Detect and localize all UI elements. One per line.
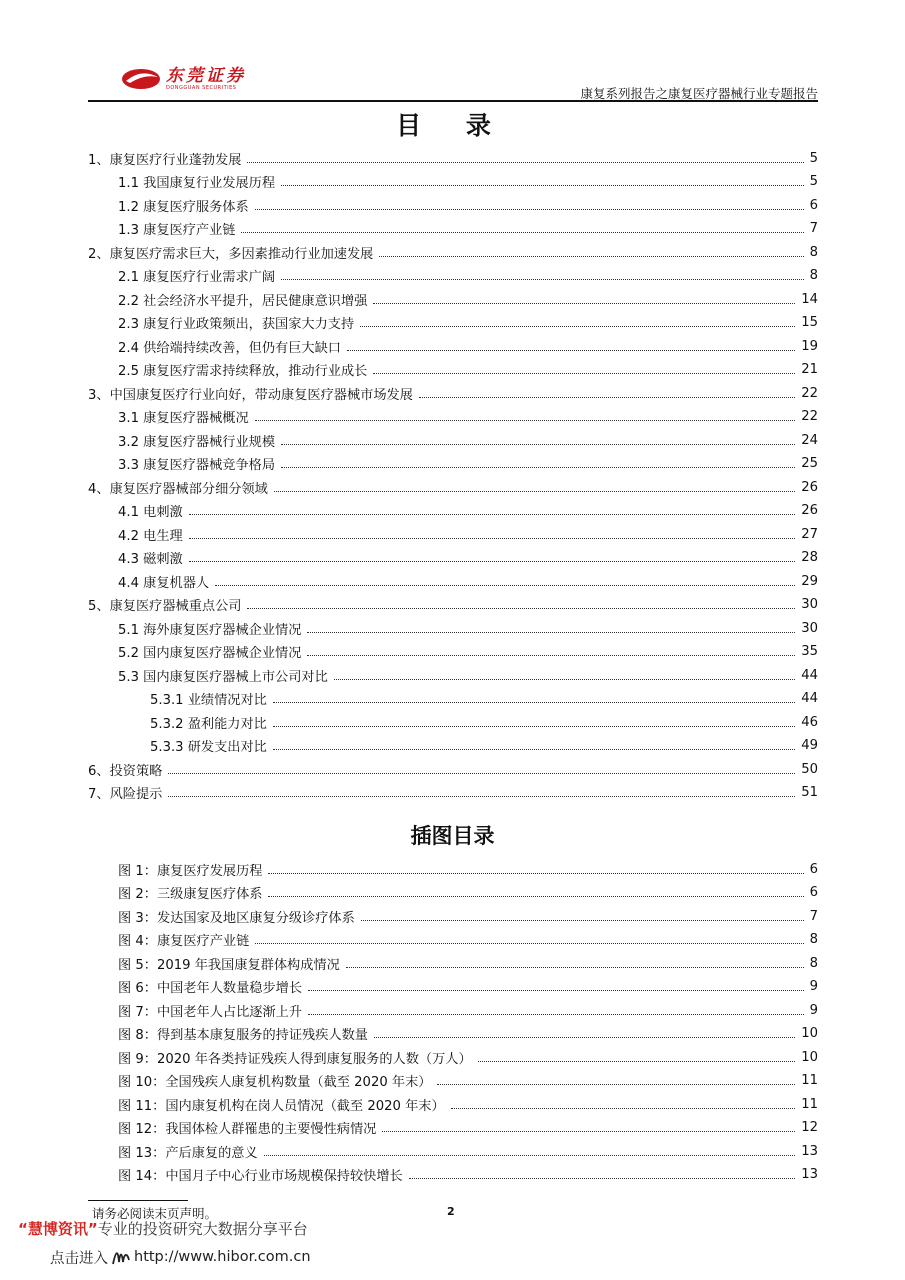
dot-leader bbox=[308, 1014, 804, 1015]
logo-chinese-name: 东莞证券 bbox=[166, 65, 246, 86]
figure-entry-page: 13 bbox=[801, 1143, 818, 1159]
toc-entry-label: 3.1 康复医疗器械概况 bbox=[118, 411, 249, 426]
watermark-prefix: 点击进入 bbox=[50, 1250, 108, 1267]
disclaimer-note: 请务必阅读末页声明。 bbox=[92, 1206, 218, 1221]
toc-entry[interactable] bbox=[88, 475, 818, 499]
dot-leader bbox=[346, 967, 804, 968]
toc-entry-page: 30 bbox=[801, 620, 818, 636]
toc-entry-page: 28 bbox=[801, 550, 818, 565]
figure-entry[interactable] bbox=[118, 1116, 818, 1140]
toc-entry-label: 5.3.1 业绩情况对比 bbox=[150, 693, 267, 708]
figure-entry-label: 图 14：中国月子中心行业市场规模保持较快增长 bbox=[118, 1169, 403, 1184]
dot-leader bbox=[478, 1061, 796, 1062]
watermark-link-line bbox=[50, 1246, 311, 1268]
dot-leader bbox=[241, 232, 803, 233]
figure-entry-page: 11 bbox=[801, 1096, 818, 1112]
figure-entry-page: 9 bbox=[809, 1002, 818, 1018]
toc-entry[interactable] bbox=[118, 663, 818, 687]
toc-entry-label: 6、投资策略 bbox=[88, 763, 163, 779]
toc-entry-page: 30 bbox=[801, 597, 818, 612]
dot-leader bbox=[168, 773, 795, 774]
toc-entry-page: 5 bbox=[809, 174, 818, 189]
header-divider bbox=[88, 100, 818, 102]
toc-entry-page: 22 bbox=[801, 409, 818, 424]
toc-entry-page: 51 bbox=[801, 785, 818, 800]
toc-entry[interactable] bbox=[118, 569, 818, 593]
figure-entry-label: 图 5：2019 年我国康复群体构成情况 bbox=[118, 957, 340, 973]
figure-entry-page: 13 bbox=[801, 1167, 818, 1182]
figure-entry-label: 图 1：康复医疗发展历程 bbox=[118, 863, 263, 879]
figure-entry[interactable] bbox=[118, 951, 818, 975]
dot-leader bbox=[307, 655, 795, 656]
figure-entry-page: 11 bbox=[801, 1073, 818, 1088]
toc-entry-page: 35 bbox=[801, 644, 818, 659]
dot-leader bbox=[281, 444, 795, 445]
toc-entry-label: 2.5 康复医疗需求持续释放，推动行业成长 bbox=[118, 364, 368, 379]
toc-entry[interactable] bbox=[88, 781, 818, 805]
figure-entry[interactable] bbox=[118, 928, 818, 952]
toc-entry[interactable] bbox=[150, 687, 818, 711]
figure-entry-page: 8 bbox=[809, 955, 818, 971]
toc-entry[interactable] bbox=[88, 593, 818, 617]
figure-entry[interactable] bbox=[118, 1163, 818, 1187]
toc-entry-label: 1.3 康复医疗产业链 bbox=[118, 223, 236, 238]
dot-leader bbox=[347, 350, 795, 351]
figure-entry-label: 图 13：产后康复的意义 bbox=[118, 1145, 258, 1161]
toc-entry-label: 1.2 康复医疗服务体系 bbox=[118, 199, 249, 215]
toc-entry[interactable] bbox=[118, 287, 818, 311]
figure-entry-label: 图 6：中国老年人数量稳步增长 bbox=[118, 981, 303, 996]
toc-entry-page: 24 bbox=[801, 432, 818, 448]
page-header bbox=[88, 62, 818, 102]
toc-entry[interactable] bbox=[118, 499, 818, 523]
figure-entry-label: 图 9：2020 年各类持证残疾人得到康复服务的人数（万人） bbox=[118, 1051, 472, 1067]
toc-entry[interactable] bbox=[118, 616, 818, 640]
watermark-brand: “慧博资讯” bbox=[18, 1220, 98, 1238]
dot-leader bbox=[373, 373, 795, 374]
figure-entry-label: 图 3：发达国家及地区康复分级诊疗体系 bbox=[118, 910, 355, 926]
toc-entry-page: 26 bbox=[801, 479, 818, 495]
toc-entry[interactable] bbox=[118, 217, 818, 241]
figure-entry-label: 图 8：得到基本康复服务的持证残疾人数量 bbox=[118, 1028, 368, 1043]
dot-leader bbox=[374, 1037, 795, 1038]
toc-entry-page: 50 bbox=[801, 761, 818, 777]
toc-entry-label: 3.3 康复医疗器械竞争格局 bbox=[118, 458, 276, 473]
dot-leader bbox=[264, 1155, 796, 1156]
toc-entry-label: 1、康复医疗行业蓬勃发展 bbox=[88, 152, 242, 168]
footer-divider bbox=[88, 1200, 188, 1201]
toc-entry-page: 5 bbox=[809, 150, 818, 166]
toc-heading: 目 录 bbox=[396, 111, 509, 140]
figure-entry-label: 图 10：全国残疾人康复机构数量（截至 2020 年末） bbox=[118, 1075, 432, 1090]
dot-leader bbox=[273, 749, 795, 750]
toc-entry[interactable] bbox=[118, 428, 818, 452]
figure-entry[interactable] bbox=[118, 1139, 818, 1163]
toc-entry[interactable] bbox=[118, 358, 818, 382]
toc-entry-label: 2.3 康复行业政策频出，获国家大力支持 bbox=[118, 317, 355, 332]
toc-entry-page: 6 bbox=[809, 197, 818, 213]
toc-entry[interactable] bbox=[88, 757, 818, 781]
figure-entry-page: 9 bbox=[809, 979, 818, 994]
dot-leader bbox=[247, 608, 795, 609]
dot-leader bbox=[168, 796, 795, 797]
toc-entry-label: 4.1 电刺激 bbox=[118, 505, 183, 520]
figure-entry-page: 12 bbox=[801, 1120, 818, 1135]
report-title: 康复系列报告之康复医疗器械行业专题报告 bbox=[580, 86, 818, 101]
toc-entry-label: 2.4 供给端持续改善，但仍有巨大缺口 bbox=[118, 340, 341, 356]
figure-entry[interactable] bbox=[118, 857, 818, 881]
toc-entry-page: 44 bbox=[801, 667, 818, 683]
toc-entry-label: 3.2 康复医疗器械行业规模 bbox=[118, 434, 276, 450]
dot-leader bbox=[215, 585, 795, 586]
figure-entry-page: 10 bbox=[801, 1026, 818, 1041]
toc-entry[interactable] bbox=[118, 264, 818, 288]
toc-entry-page: 44 bbox=[801, 691, 818, 706]
dot-leader bbox=[255, 420, 796, 421]
dot-leader bbox=[373, 303, 795, 304]
toc-entry-page: 22 bbox=[801, 385, 818, 401]
toc-entry-label: 2、康复医疗需求巨大，多因素推动行业加速发展 bbox=[88, 246, 374, 262]
dot-leader bbox=[419, 397, 795, 398]
figure-entry[interactable] bbox=[118, 904, 818, 928]
dot-leader bbox=[361, 920, 804, 921]
toc-entry-label: 5.3 国内康复医疗器械上市公司对比 bbox=[118, 669, 328, 685]
toc-entry-label: 3、中国康复医疗行业向好，带动康复医疗器械市场发展 bbox=[88, 387, 413, 403]
figure-entry-page: 8 bbox=[809, 932, 818, 947]
toc-entry-label: 7、风险提示 bbox=[88, 787, 163, 802]
figure-list-heading: 插图目录 bbox=[410, 824, 495, 848]
dot-leader bbox=[379, 256, 803, 257]
toc-entry-label: 5.2 国内康复医疗器械企业情况 bbox=[118, 646, 302, 661]
toc-entry-page: 8 bbox=[809, 244, 818, 260]
page-number: 2 bbox=[447, 1205, 455, 1218]
dot-leader bbox=[382, 1131, 795, 1132]
figure-entry[interactable] bbox=[118, 1069, 818, 1093]
toc-entry[interactable] bbox=[150, 734, 818, 758]
signature-icon bbox=[110, 1246, 132, 1268]
toc-entry-label: 5.1 海外康复医疗器械企业情况 bbox=[118, 622, 302, 638]
toc-entry-page: 8 bbox=[809, 268, 818, 283]
dot-leader bbox=[273, 726, 795, 727]
dongguan-securities-logo-icon bbox=[120, 66, 162, 92]
toc-entry-page: 26 bbox=[801, 503, 818, 518]
toc-entry[interactable] bbox=[88, 381, 818, 405]
dot-leader bbox=[437, 1084, 795, 1085]
figure-entry-page: 7 bbox=[809, 908, 818, 924]
dot-leader bbox=[268, 873, 803, 874]
dot-leader bbox=[255, 209, 804, 210]
toc-entry-page: 49 bbox=[801, 738, 818, 753]
dot-leader bbox=[281, 467, 795, 468]
figure-entry[interactable] bbox=[118, 1022, 818, 1046]
toc-entry-page: 7 bbox=[809, 221, 818, 236]
dot-leader bbox=[189, 561, 795, 562]
dot-leader bbox=[255, 943, 803, 944]
logo-english-name: DONGGUAN SECURITIES bbox=[166, 84, 237, 91]
dot-leader bbox=[281, 185, 804, 186]
toc-entry-page: 46 bbox=[801, 714, 818, 730]
toc-entry[interactable] bbox=[118, 522, 818, 546]
toc-entry[interactable] bbox=[118, 546, 818, 570]
toc-entry-page: 14 bbox=[801, 291, 818, 307]
toc-entry[interactable] bbox=[118, 334, 818, 358]
figure-entry-label: 图 7：中国老年人占比逐渐上升 bbox=[118, 1004, 303, 1020]
toc-entry-page: 27 bbox=[801, 526, 818, 542]
dot-leader bbox=[273, 702, 795, 703]
watermark-slogan: 专业的投资研究大数据分享平台 bbox=[97, 1220, 308, 1238]
figure-entry[interactable] bbox=[118, 1045, 818, 1069]
figure-entry[interactable] bbox=[118, 1092, 818, 1116]
dot-leader bbox=[268, 896, 803, 897]
dot-leader bbox=[308, 990, 804, 991]
toc-entry-label: 5、康复医疗器械重点公司 bbox=[88, 599, 242, 614]
dot-leader bbox=[247, 162, 803, 163]
figure-entry-label: 图 11：国内康复机构在岗人员情况（截至 2020 年末） bbox=[118, 1098, 445, 1114]
toc-entry-label: 2.2 社会经济水平提升，居民健康意识增强 bbox=[118, 293, 368, 309]
figure-entry[interactable] bbox=[118, 881, 818, 905]
toc-entry[interactable] bbox=[88, 240, 818, 264]
toc-entry-page: 29 bbox=[801, 573, 818, 589]
company-logo bbox=[120, 64, 246, 94]
toc-entry-label: 4.2 电生理 bbox=[118, 528, 183, 544]
toc-entry-page: 15 bbox=[801, 315, 818, 330]
figure-entry-label: 图 2：三级康复医疗体系 bbox=[118, 887, 263, 902]
figure-entry[interactable] bbox=[118, 998, 818, 1022]
watermark-line bbox=[18, 1218, 308, 1239]
toc-entry-label: 4.4 康复机器人 bbox=[118, 575, 210, 591]
figure-entry-page: 10 bbox=[801, 1049, 818, 1065]
toc-entry-page: 21 bbox=[801, 362, 818, 377]
toc-entry[interactable] bbox=[88, 146, 818, 170]
dot-leader bbox=[451, 1108, 796, 1109]
figure-entry[interactable] bbox=[118, 975, 818, 999]
figure-entry-page: 6 bbox=[809, 885, 818, 900]
figure-entry-label: 图 4：康复医疗产业链 bbox=[118, 934, 250, 949]
toc-entry[interactable] bbox=[118, 640, 818, 664]
toc-entry[interactable] bbox=[118, 311, 818, 335]
toc-entry-page: 19 bbox=[801, 338, 818, 354]
toc-entry-label: 4.3 磁刺激 bbox=[118, 552, 183, 567]
toc-entry[interactable] bbox=[150, 710, 818, 734]
dot-leader bbox=[189, 538, 795, 539]
toc-entry-label: 1.1 我国康复行业发展历程 bbox=[118, 176, 276, 191]
toc-entry-label: 2.1 康复医疗行业需求广阔 bbox=[118, 270, 276, 285]
figure-entry-label: 图 12：我国体检人群罹患的主要慢性病情况 bbox=[118, 1122, 377, 1137]
dot-leader bbox=[360, 326, 795, 327]
toc-entry[interactable] bbox=[118, 193, 818, 217]
figure-entry-page: 6 bbox=[809, 861, 818, 877]
toc-entry-label: 4、康复医疗器械部分细分领域 bbox=[88, 481, 268, 497]
dot-leader bbox=[189, 514, 795, 515]
toc-entry[interactable] bbox=[118, 170, 818, 194]
dot-leader bbox=[409, 1178, 795, 1179]
watermark-url-link[interactable]: http://www.hibor.com.cn bbox=[134, 1249, 311, 1265]
toc-entry[interactable] bbox=[118, 405, 818, 429]
toc-entry-label: 5.3.3 研发支出对比 bbox=[150, 740, 267, 755]
toc-entry[interactable] bbox=[118, 452, 818, 476]
dot-leader bbox=[334, 679, 795, 680]
dot-leader bbox=[307, 632, 795, 633]
dot-leader bbox=[274, 491, 795, 492]
toc-entry-page: 25 bbox=[801, 456, 818, 471]
dot-leader bbox=[281, 279, 804, 280]
toc-entry-label: 5.3.2 盈利能力对比 bbox=[150, 716, 267, 732]
